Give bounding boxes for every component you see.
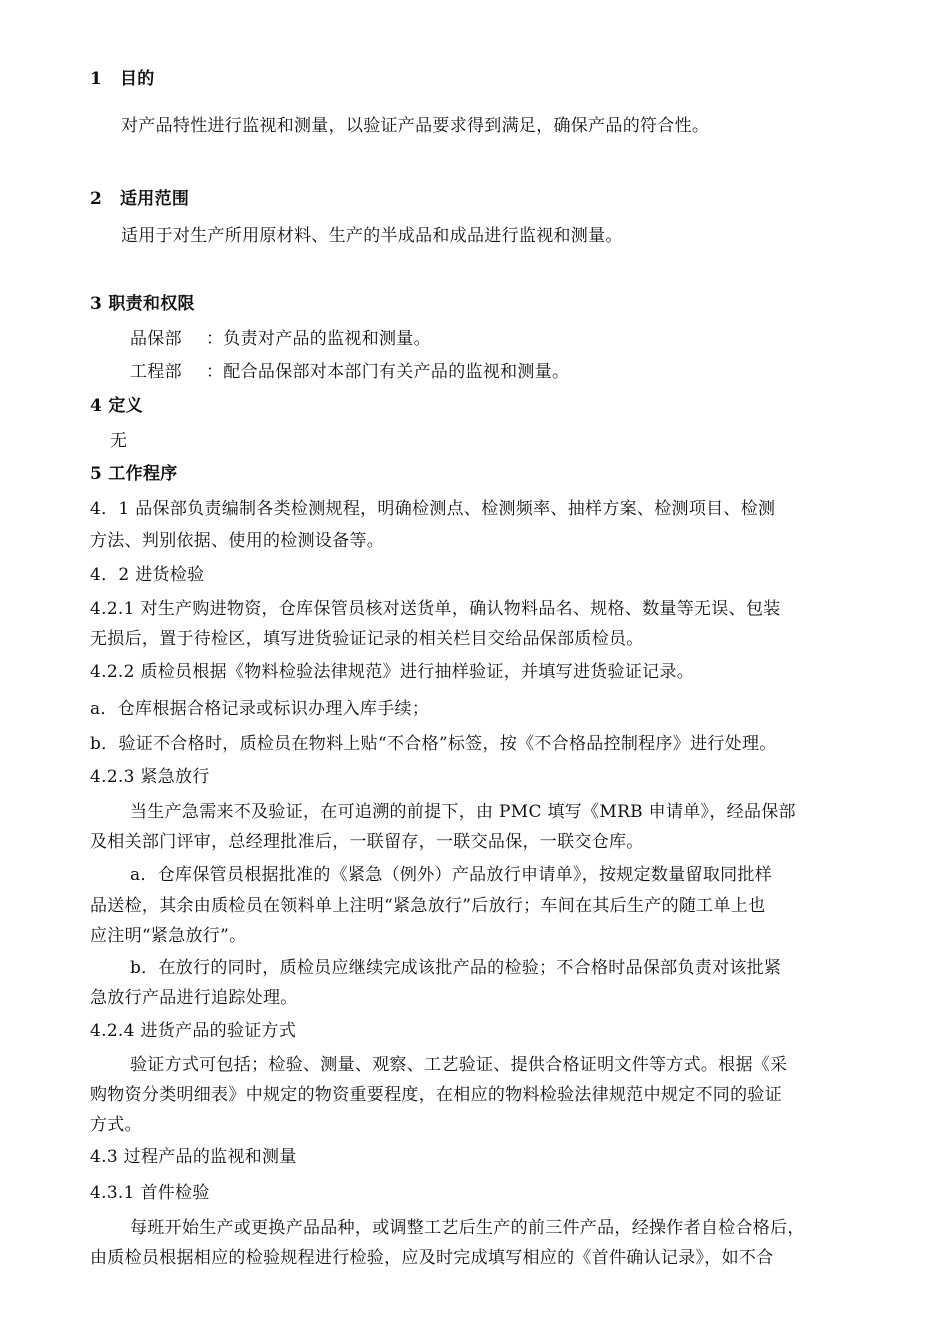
subsection-heading: 4.2.3 紧急放行 [90,767,210,787]
section-2-paragraph: 适用于对生产所用原材料、生产的半成品和成品进行监视和测量。 [121,226,623,246]
responsibility-text: ：配合品保部对本部门有关产品的监视和测量。 [206,362,570,382]
body-line: 验证方式可包括；检验、测量、观察、工艺验证、提供合格证明文件等方式。根据《采 [130,1055,788,1075]
body-line: a．仓库保管员根据批准的《紧急（例外）产品放行申请单》，按规定数量留取同批样 [130,865,773,885]
section-5-heading: 5 工作程序 [90,464,178,484]
responsibility-text: ：负责对产品的监视和测量。 [206,329,431,349]
body-line: 当生产急需来不及验证，在可追溯的前提下，由 PMC 填写《MRB 申请单》，经品保部 [130,802,796,822]
section-2-heading [90,187,189,211]
responsibility-dept: 品保部 [130,329,182,349]
body-line: 无损后，置于待检区，填写进货验证记录的相关栏目交给品保部质检员。 [90,629,644,649]
body-line: 急放行产品进行追踪处理。 [90,988,298,1008]
responsibility-row [130,360,569,384]
section-1-number: 1 [90,69,103,89]
body-line: 应注明“紧急放行”。 [90,926,247,946]
body-line: 由质检员根据相应的检验规程进行检验，应及时完成填写相应的《首件确认记录》，如不合 [90,1248,774,1268]
subsection-heading: 4．2 进货检验 [90,565,205,585]
body-line: 4.2.2 质检员根据《物料检验法律规范》进行抽样验证，并填写进货验证记录。 [90,662,695,682]
section-3-heading: 3 职责和权限 [90,294,195,314]
responsibility-row [130,327,431,351]
section-2-title: 适用范围 [120,189,190,209]
body-line: 及相关部门评审，总经理批准后，一联留存，一联交品保，一联交仓库。 [90,832,644,852]
list-item: a．仓库根据合格记录或标识办理入库手续； [90,699,430,719]
section-1-title: 目的 [120,69,155,89]
body-line: 4.2.1 对生产购进物资，仓库保管员核对送货单，确认物料品名、规格、数量等无误、包装 [90,599,781,619]
section-1-heading [90,67,155,91]
body-line: 4．1 品保部负责编制各类检测规程，明确检测点、检测频率、抽样方案、检测项目、检测 [90,499,776,519]
body-line: 每班开始生产或更换产品品种，或调整工艺后生产的前三件产品，经操作者自检合格后， [130,1218,805,1238]
section-4-paragraph: 无 [110,431,128,451]
section-4-heading: 4 定义 [90,396,143,416]
body-line: 品送检，其余由质检员在领料单上注明“紧急放行”后放行；车间在其后生产的随工单上也 [90,896,766,916]
section-2-number: 2 [90,189,103,209]
responsibility-dept: 工程部 [130,362,182,382]
body-line: 方式。 [90,1115,142,1135]
subsection-heading: 4.3 过程产品的监视和测量 [90,1147,297,1167]
subsection-heading: 4.3.1 首件检验 [90,1183,210,1203]
body-line: 方法、判别依据、使用的检测设备等。 [90,531,385,551]
body-line: b．在放行的同时，质检员应继续完成该批产品的检验；不合格时品保部负责对该批紧 [130,958,782,978]
subsection-heading: 4.2.4 进货产品的验证方式 [90,1021,297,1041]
list-item: b．验证不合格时，质检员在物料上贴“不合格”标签，按《不合格品控制程序》进行处理。 [90,734,777,754]
body-line: 购物资分类明细表》中规定的物资重要程度，在相应的物料检验法律规范中规定不同的验证 [90,1085,782,1105]
section-1-paragraph: 对产品特性进行监视和测量，以验证产品要求得到满足，确保产品的符合性。 [121,116,710,136]
